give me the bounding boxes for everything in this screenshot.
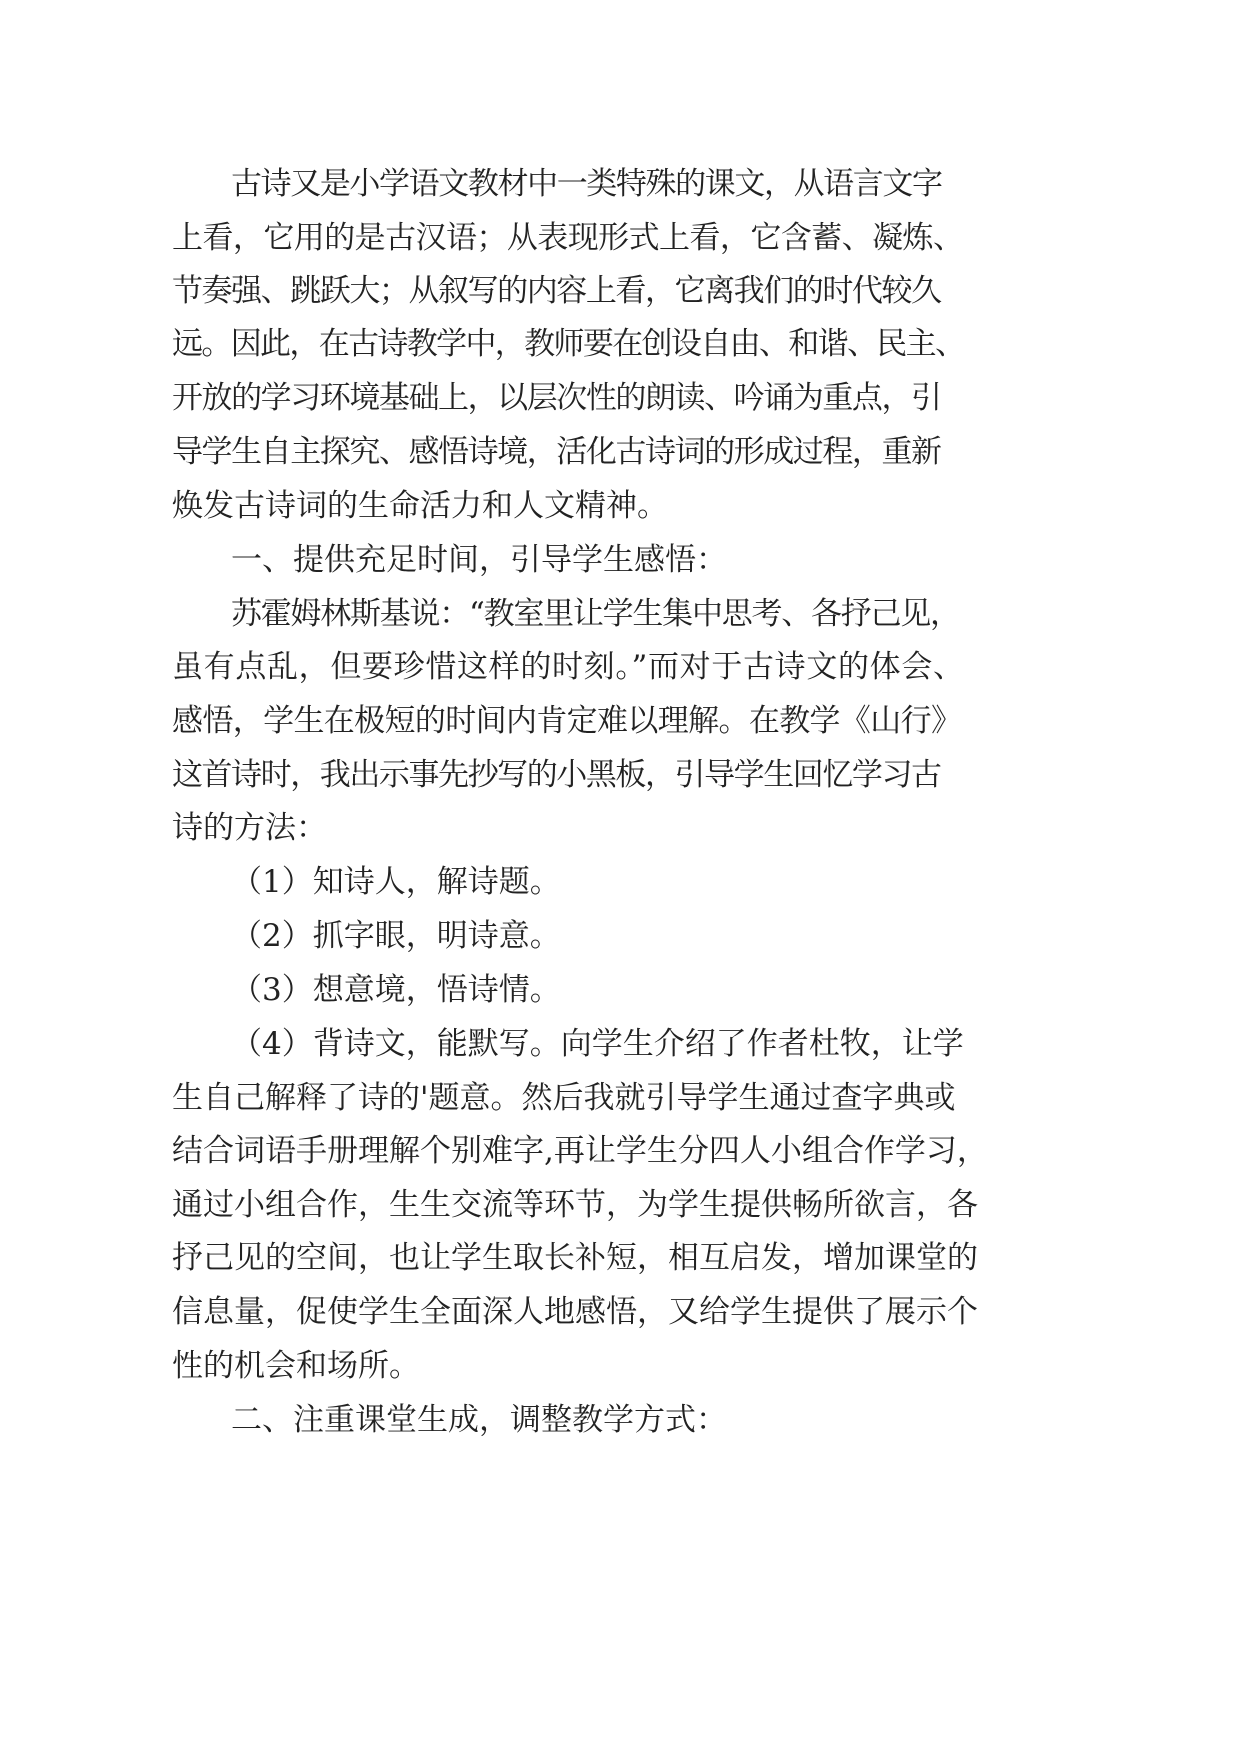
- text-line-21: 抒己见的空间，也让学生取长补短，相互启发，增加课堂的: [172, 1240, 978, 1276]
- text-line-12: 这首诗时，我出示事先抄写的小黑板，引导学生回忆学习古: [172, 757, 941, 793]
- text-line-2: 上看，它用的是古汉语；从表现形式上看，它含蓄、凝炼、: [172, 220, 964, 256]
- text-line-1: 古诗又是小学语文教材中一类特殊的课文，从语言文字: [231, 166, 942, 202]
- section-heading-2: 二、注重课堂生成，调整教学方式：: [231, 1402, 727, 1438]
- text-line-18: 生自己解释了诗的'题意。然后我就引导学生通过查字典或: [172, 1080, 956, 1116]
- text-line-20: 通过小组合作，生生交流等环节，为学生提供畅所欲言，各: [172, 1187, 978, 1223]
- list-item-1: （1）知诗人，解诗题。: [231, 864, 561, 900]
- text-line-10: 虽有点乱，但要珍惜这样的时刻。”而对于古诗文的体会、: [172, 649, 965, 685]
- text-line-9: 苏霍姆林斯基说：“教室里让学生集中思考、各抒己见，: [231, 596, 960, 632]
- section-heading-1: 一、提供充足时间，引导学生感悟：: [231, 542, 727, 578]
- text-line-4: 远。因此，在古诗教学中，教师要在创设自由、和谐、民主、: [172, 326, 965, 362]
- text-line-22: 信息量，促使学生全面深人地感悟，又给学生提供了展示个: [172, 1294, 978, 1330]
- text-line-19: 结合词语手册理解个别难字,再让学生分四人小组合作学习，: [172, 1133, 988, 1169]
- text-line-11: 感悟，学生在极短的时间内肯定难以理解。在教学《山行》: [172, 703, 962, 739]
- text-line-23: 性的机会和场所。: [172, 1348, 420, 1384]
- text-line-6: 导学生自主探究、感悟诗境，活化古诗词的形成过程，重新: [172, 434, 941, 470]
- list-item-4: （4）背诗文，能默写。向学生介绍了作者杜牧，让学: [231, 1026, 964, 1062]
- text-line-3: 节奏强、跳跃大；从叙写的内容上看，它离我们的时代较久: [172, 273, 941, 309]
- text-line-7: 焕发古诗词的生命活力和人文精神。: [172, 488, 668, 524]
- list-item-2: （2）抓字眼，明诗意。: [231, 918, 561, 954]
- list-item-3: （3）想意境，悟诗情。: [231, 972, 561, 1008]
- text-line-13: 诗的方法：: [172, 810, 327, 846]
- text-line-5: 开放的学习环境基础上，以层次性的朗读、吟诵为重点，引: [172, 380, 941, 416]
